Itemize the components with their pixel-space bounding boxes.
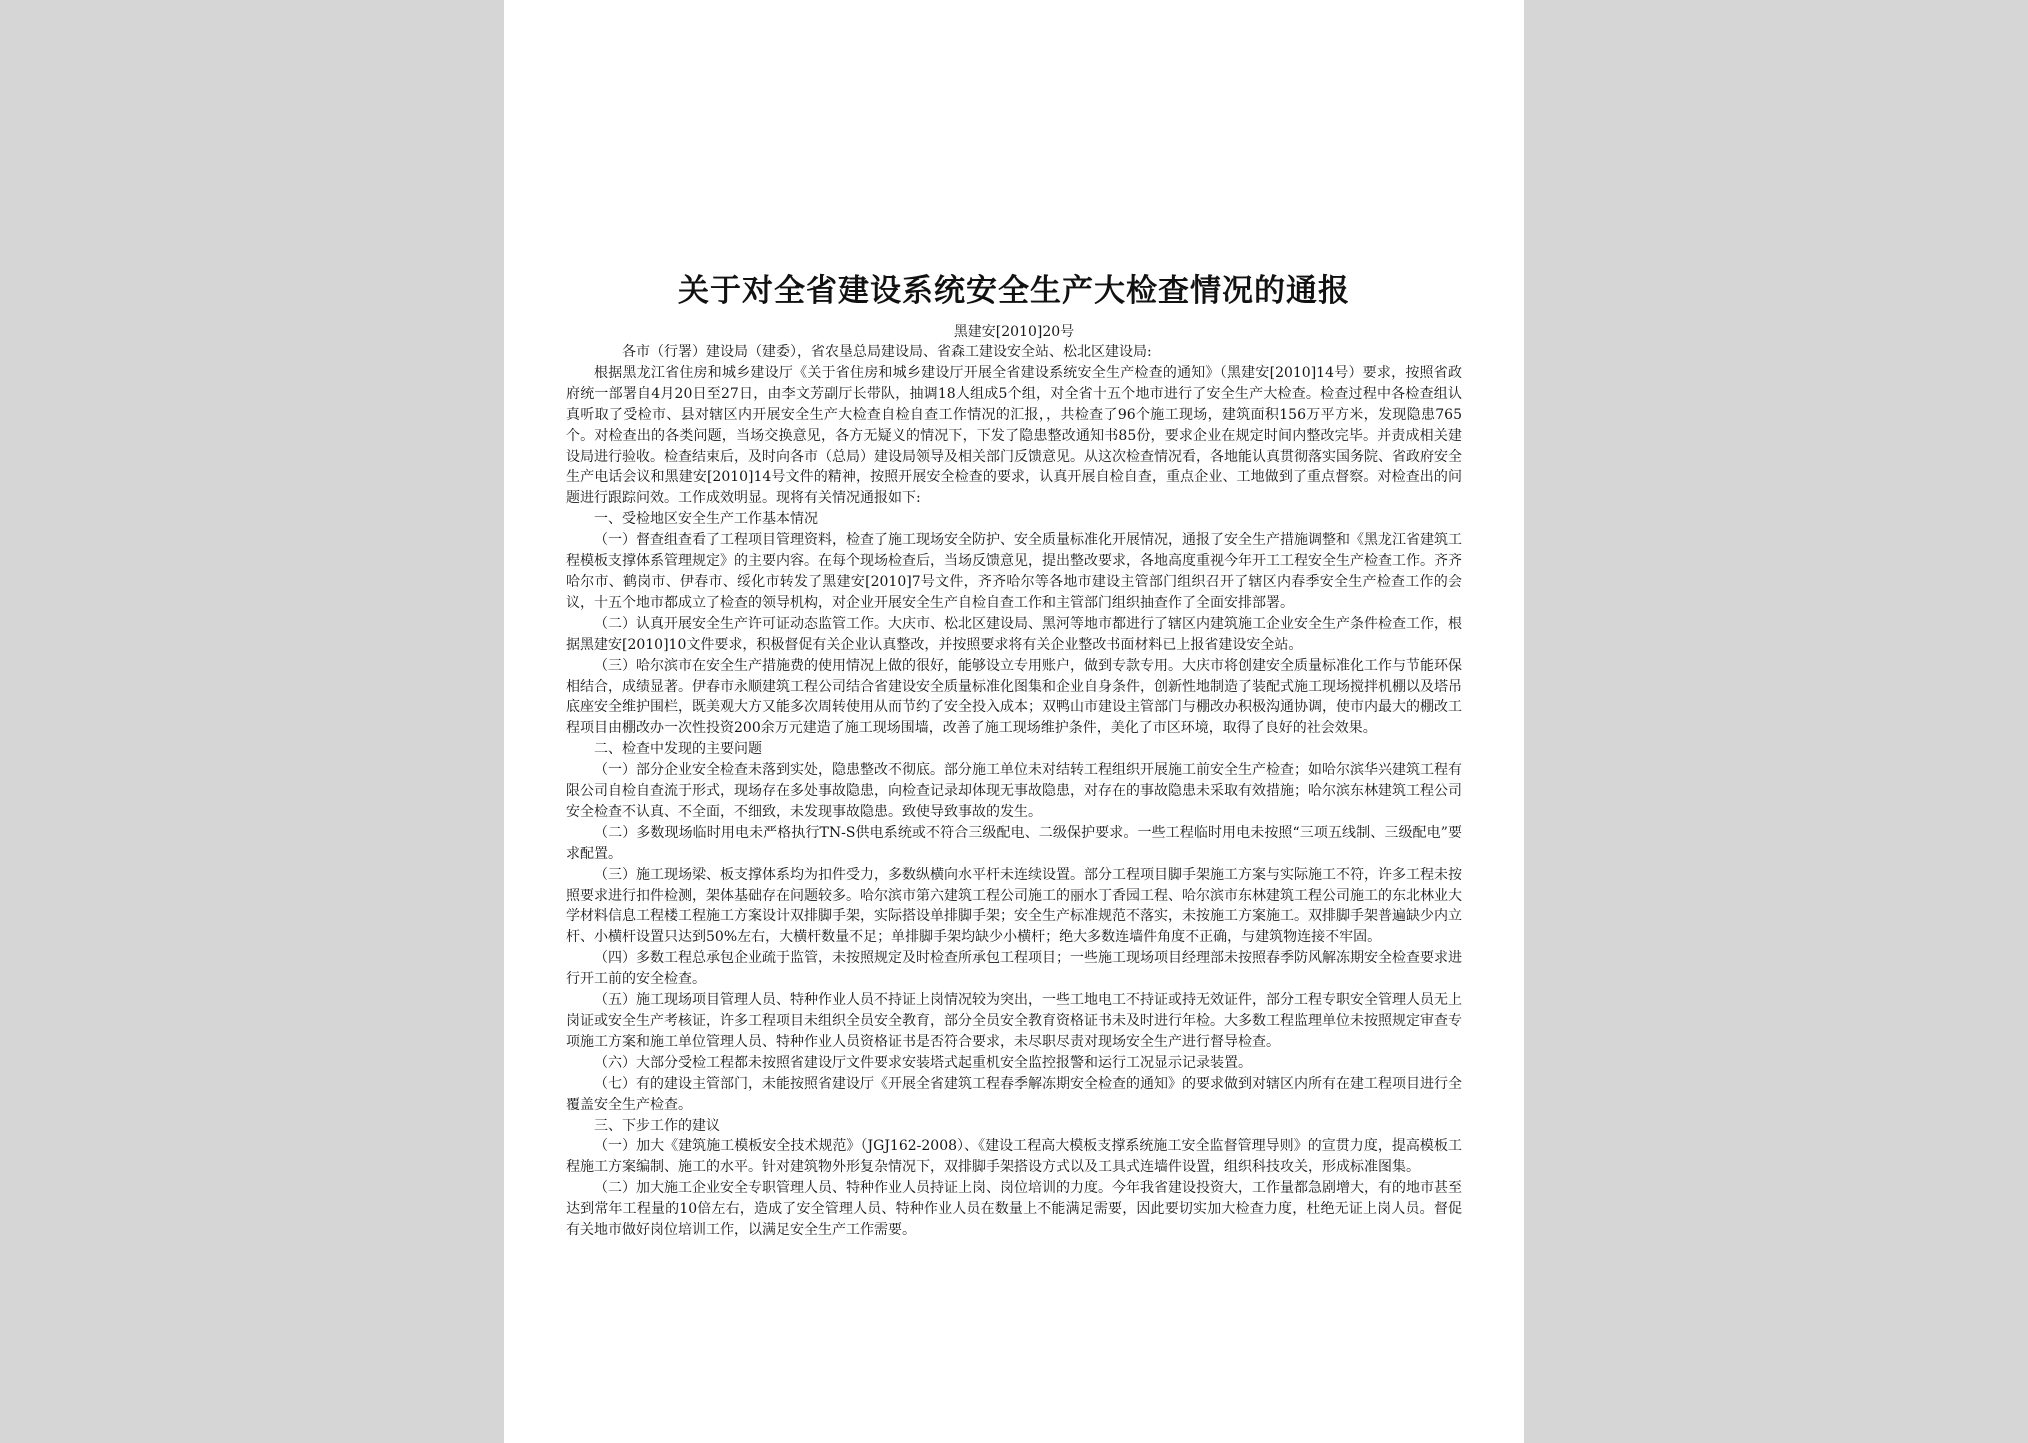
body-paragraph: （五）施工现场项目管理人员、特种作业人员不持证上岗情况较为突出，一些工地电工不持证或持无效证件，部分工程专职安全管理人员无上岗证或安全生产考核证，许多工程项目未组织全员安全教育，部分全员安全教育资格证书未及时进行年检。大多数工程监理单位未按照规定审查专项施工方案和施工单位管理人员、特种作业人员资格证书是否符合要求，未尽职尽责对现场安全生产进行督导检查。 — [566, 992, 1462, 1050]
body-paragraph: （二）认真开展安全生产许可证动态监管工作。大庆市、松北区建设局、黑河等地市都进行了辖区内建筑施工企业安全生产条件检查工作，根据黑建安[2010]10文件要求，积极督促有关企业认真整改，并按照要求将有关企业整改书面材料已上报省建设安全站。 — [566, 615, 1462, 653]
body-paragraph: （三）施工现场梁、板支撑体系均为扣件受力，多数纵横向水平杆未连续设置。部分工程项目脚手架施工方案与实际施工不符，许多工程未按照要求进行扣件检测，架体基础存在问题较多。哈尔滨市第六建筑工程公司施工的丽水丁香园工程、哈尔滨市东林建筑工程公司施工的东北林业大学材料信息工程楼工程施工方案设计双排脚手架，实际搭设单排脚手架；安全生产标准规范不落实，未按施工方案施工。双排脚手架普遍缺少内立杆、小横杆设置只达到50%左右，大横杆数量不足；单排脚手架均缺少小横杆；绝大多数连墙件角度不正确，与建筑物连接不牢固。 — [566, 866, 1462, 946]
body-paragraph: （二）加大施工企业安全专职管理人员、特种作业人员持证上岗、岗位培训的力度。今年我省建设投资大，工作量都急剧增大，有的地市甚至达到常年工程量的10倍左右，造成了安全管理人员、特种作业人员在数量上不能满足需要，因此要切实加大检查力度，杜绝无证上岗人员。督促有关地市做好岗位培训工作，以满足安全生产工作需要。 — [566, 1180, 1462, 1239]
body-paragraph: （一）部分企业安全检查未落到实处，隐患整改不彻底。部分施工单位未对结转工程组织开展施工前安全生产检查；如哈尔滨华兴建筑工程有限公司自检自查流于形式，现场存在多处事故隐患，向检查记录却体现无事故隐患，对存在的事故隐患未采取有效措施；哈尔滨东林建筑工程公司安全检查不认真、不全面，不细致，未发现事故隐患。致使导致事故的发生。 — [566, 762, 1462, 820]
body-paragraph: （一）加大《建筑施工模板安全技术规范》（JGJ162-2008）、《建设工程高大模板支撑系统施工安全监督管理导则》的宣贯力度，提高模板工程施工方案编制、施工的水平。针对建筑物外形复杂情况下，双排脚手架搭设方式以及工具式连墙件设置，组织科技攻关，形成标准图集。 — [566, 1138, 1462, 1176]
section-heading: 一、受检地区安全生产工作基本情况 — [594, 511, 818, 528]
body-paragraph: 根据黑龙江省住房和城乡建设厅《关于省住房和城乡建设厅开展全省建设系统安全生产检查的通知》（黑建安[2010]14号）要求，按照省政府统一部署自4月20日至27日，由李文芳副厅长带队，抽调18人组成5个组，对全省十五个地市进行了安全生产大检查。检查过程中各检查组认真听取了受检市、县对辖区内开展安全生产大检查自检自查工作情况的汇报，，共检查了96个施工现场，建筑面积156万平方米，发现隐患765个。对检查出的各类问题，当场交换意见，各方无疑义的情况下，下发了隐患整改通知书85份，要求企业在规定时间内整改完毕。并责成相关建设局进行验收。检查结束后，及时向各市（总局）建设局领导及相关部门反馈意见。从这次检查情况看，各地能认真贯彻落实国务院、省政府安全生产电话会议和黑建安[2010]14号文件的精神，按照开展安全检查的要求，认真开展自检自查，重点企业、工地做到了重点督察。对检查出的问题进行跟踪问效。工作成效明显。现将有关情况通报如下: — [566, 364, 1462, 507]
body-paragraph: （四）多数工程总承包企业疏于监管，未按照规定及时检查所承包工程项目；一些施工现场项目经理部未按照春季防风解冻期安全检查要求进行开工前的安全检查。 — [566, 950, 1462, 988]
document-page — [504, 0, 1524, 1443]
body-paragraph: （七）有的建设主管部门，未能按照省建设厅《开展全省建筑工程春季解冻期安全检查的通知》的要求做到对辖区内所有在建工程项目进行全覆盖安全生产检查。 — [566, 1075, 1462, 1113]
body-paragraph: （一）督查组查看了工程项目管理资料，检查了施工现场安全防护、安全质量标准化开展情况，通报了安全生产措施调整和《黑龙江省建筑工程模板支撑体系管理规定》的主要内容。在每个现场检查后，当场反馈意见，提出整改要求，各地高度重视今年开工工程安全生产检查工作。齐齐哈尔市、鹤岗市、伊春市、绥化市转发了黑建安[2010]7号文件，齐齐哈尔等各地市建设主管部门组织召开了辖区内春季安全生产检查工作的会议，十五个地市都成立了检查的领导机构，对企业开展安全生产自检自查工作和主管部门组织抽查作了全面安排部署。 — [566, 532, 1462, 611]
addressee-line: 各市（行署）建设局（建委），省农垦总局建设局、省森工建设安全站、松北区建设局: — [622, 344, 1152, 360]
body-paragraph: （三）哈尔滨市在安全生产措施费的使用情况上做的很好，能够设立专用账户，做到专款专用。大庆市将创建安全质量标准化工作与节能环保相结合，成绩显著。伊春市永顺建筑工程公司结合省建设安全质量标准化图集和企业自身条件，创新性地制造了装配式施工现场搅拌机棚以及塔吊底座安全维护围栏，既美观大方又能多次周转使用从而节约了安全投入成本；双鸭山市建设主管部门与棚改办积极沟通协调，使市内最大的棚改工程项目由棚改办一次性投资200余万元建造了施工现场围墙，改善了施工现场维护条件，美化了市区环境，取得了良好的社会效果。 — [566, 657, 1462, 737]
body-paragraph: （六）大部分受检工程都未按照省建设厅文件要求安装塔式起重机安全监控报警和运行工况显示记录装置。 — [594, 1054, 1252, 1071]
body-paragraph: （二）多数现场临时用电未严格执行TN-S供电系统或不符合三级配电、二级保护要求。一些工程临时用电未按照“三项五线制、三级配电”要求配置。 — [566, 824, 1462, 862]
document-number: 黑建安[2010]20号 — [953, 324, 1075, 340]
document-body — [566, 342, 1462, 1241]
document-title: 关于对全省建设系统安全生产大检查情况的通报 — [678, 273, 1350, 309]
section-heading: 二、检查中发现的主要问题 — [594, 741, 762, 758]
section-heading: 三、下步工作的建议 — [594, 1117, 720, 1134]
